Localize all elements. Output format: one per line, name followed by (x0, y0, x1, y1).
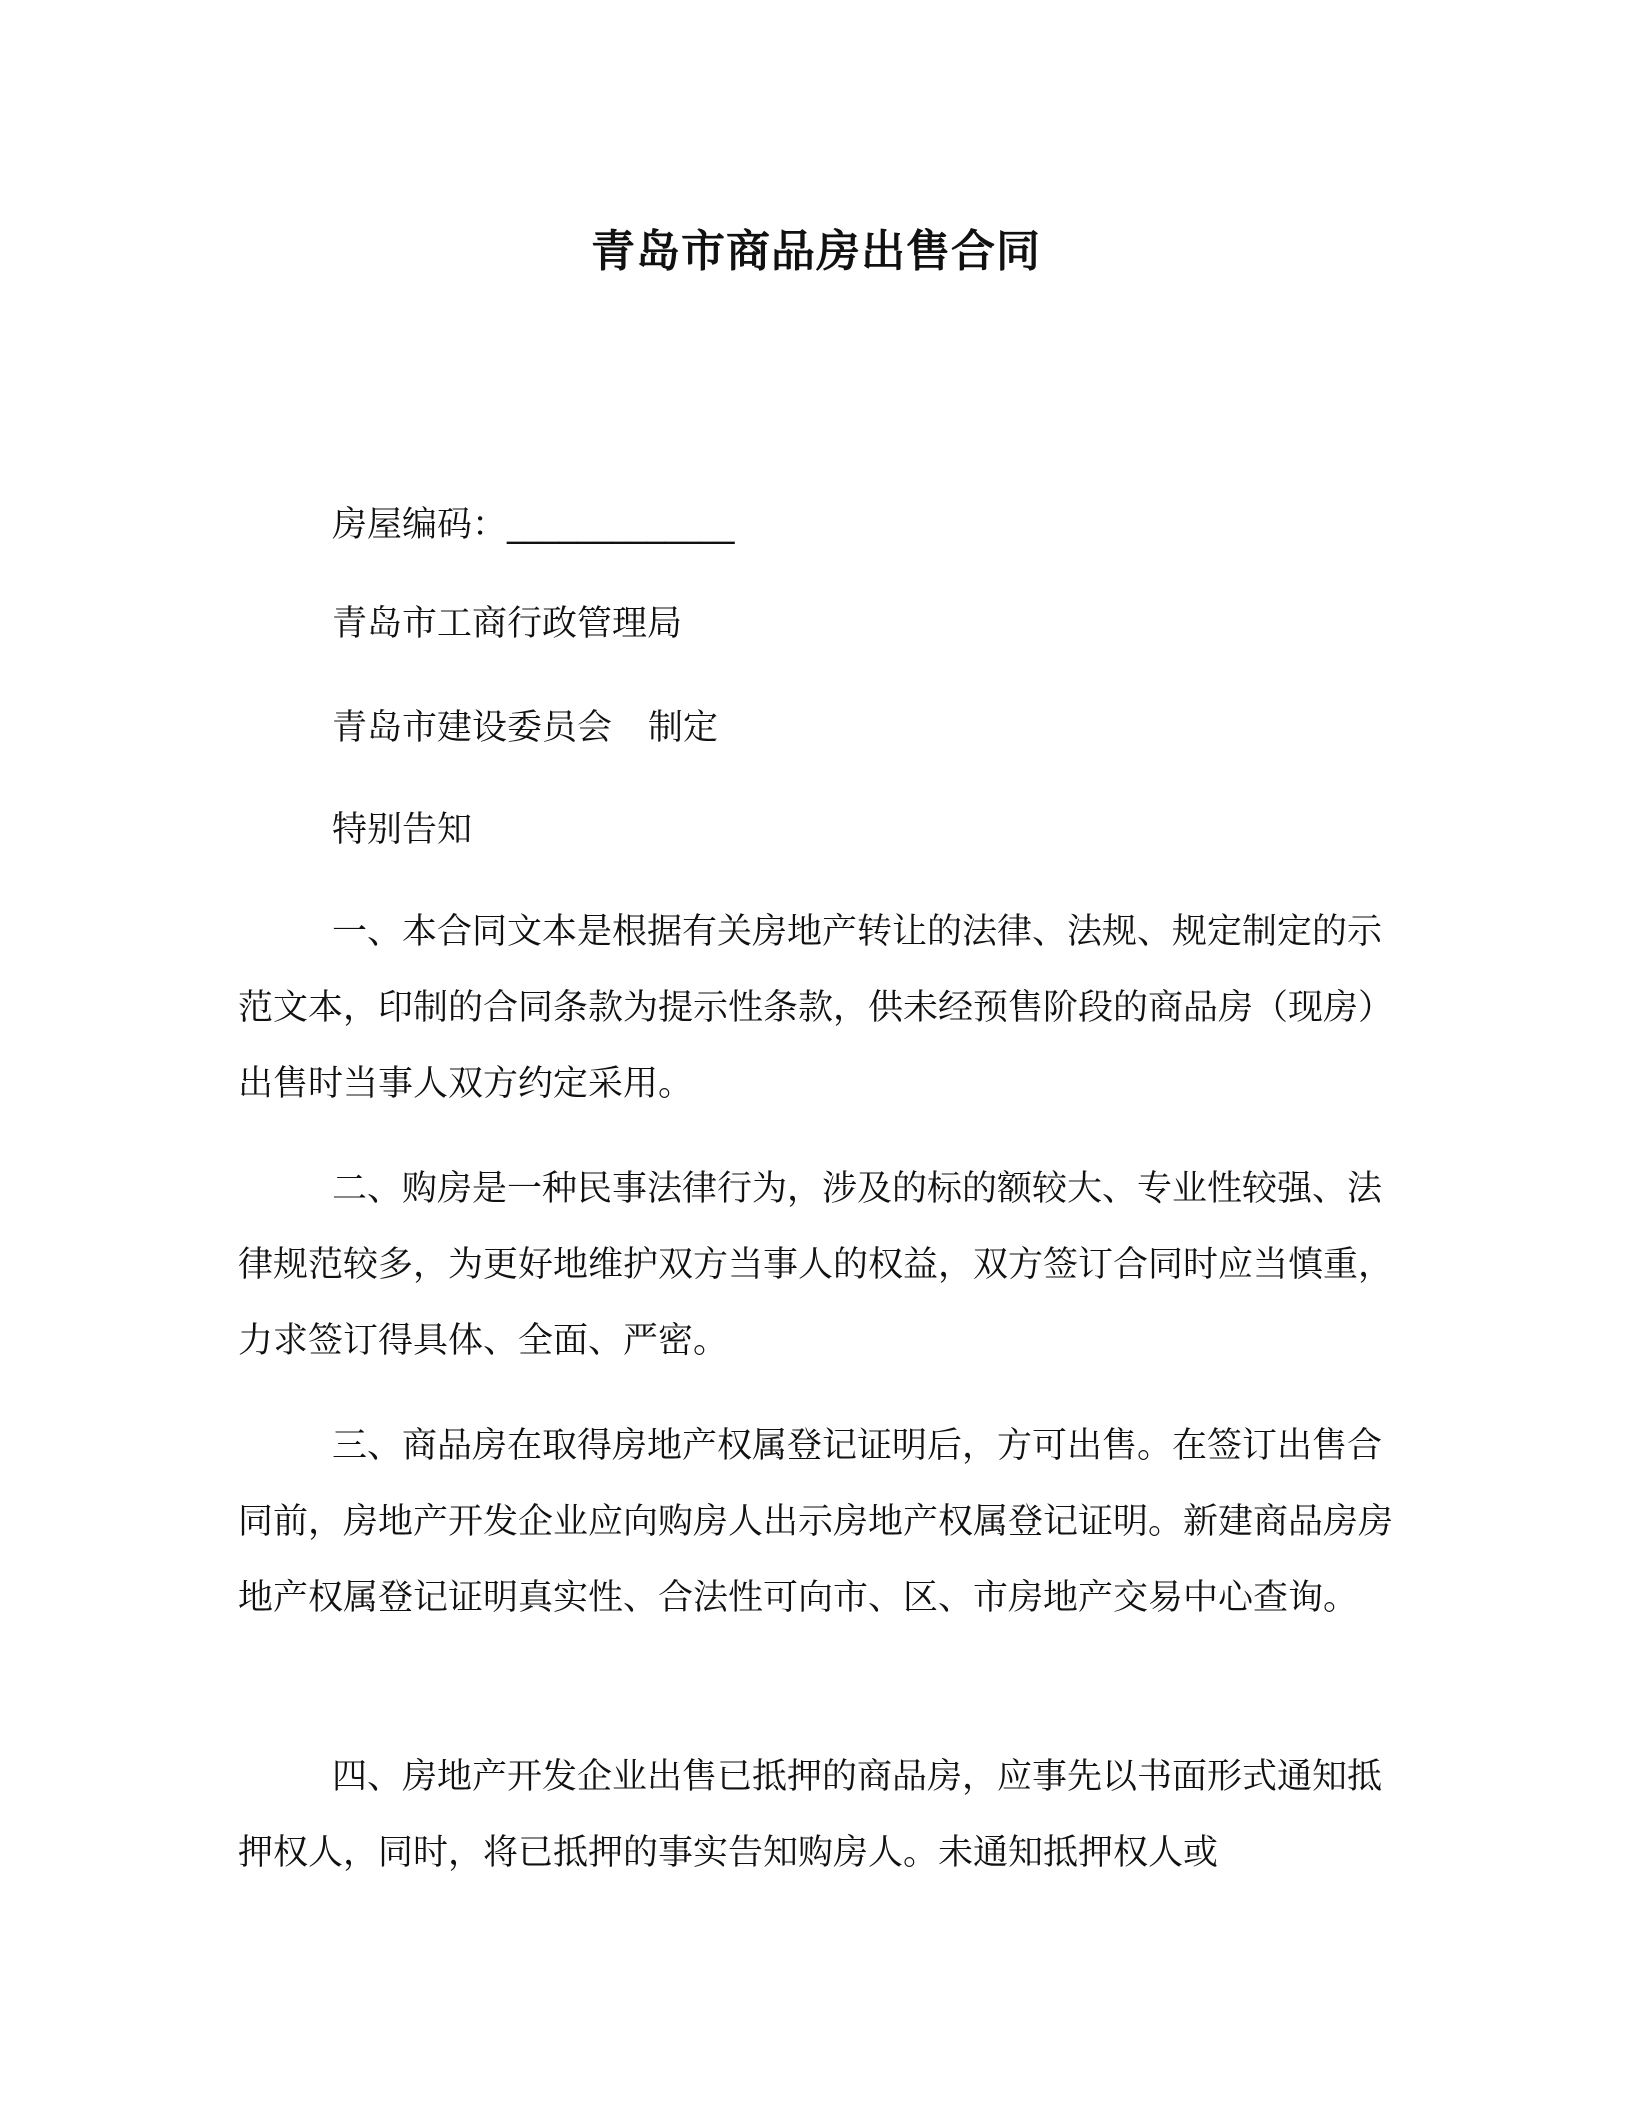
notice-heading: 特别告知 (332, 810, 473, 850)
issuer-2-name: 青岛市建设委员会 (332, 708, 613, 748)
notice-paragraph-1: 一、本合同文本是根据有关房地产转让的法律、法规、规定制定的示范文本，印制的合同条款为提示性条款，供未经预售阶段的商品房（现房）出售时当事人双方约定采用。 (238, 912, 1394, 1104)
house-code-line (332, 500, 735, 550)
notice-paragraph-4: 四、房地产开发企业出售已抵押的商品房，应事先以书面形式通知抵押权人，同时，将已抵押的事实告知购房人。未通知抵押权人或 (238, 1757, 1383, 1873)
notice-paragraph-2: 二、购房是一种民事法律行为，涉及的标的额较大、专业性较强、法律规范较多，为更好地维护双方当事人的权益，双方签订合同时应当慎重，力求签订得具体、全面、严密。 (238, 1169, 1394, 1361)
document-title: 青岛市商品房出售合同 (591, 226, 1041, 277)
house-code-label: 房屋编码： (332, 505, 508, 545)
house-code-blank: _____________ (507, 505, 735, 545)
issuer-2-suffix: 制定 (648, 708, 719, 748)
issuer-line-1: 青岛市工商行政管理局 (332, 604, 683, 644)
notice-paragraph-3: 三、商品房在取得房地产权属登记证明后，方可出售。在签订出售合同前，房地产开发企业应向购房人出示房地产权属登记证明。新建商品房房地产权属登记证明真实性、合法性可向市、区、市房地产交易中心查询。 (238, 1426, 1394, 1618)
issuer-line-2 (332, 703, 718, 753)
